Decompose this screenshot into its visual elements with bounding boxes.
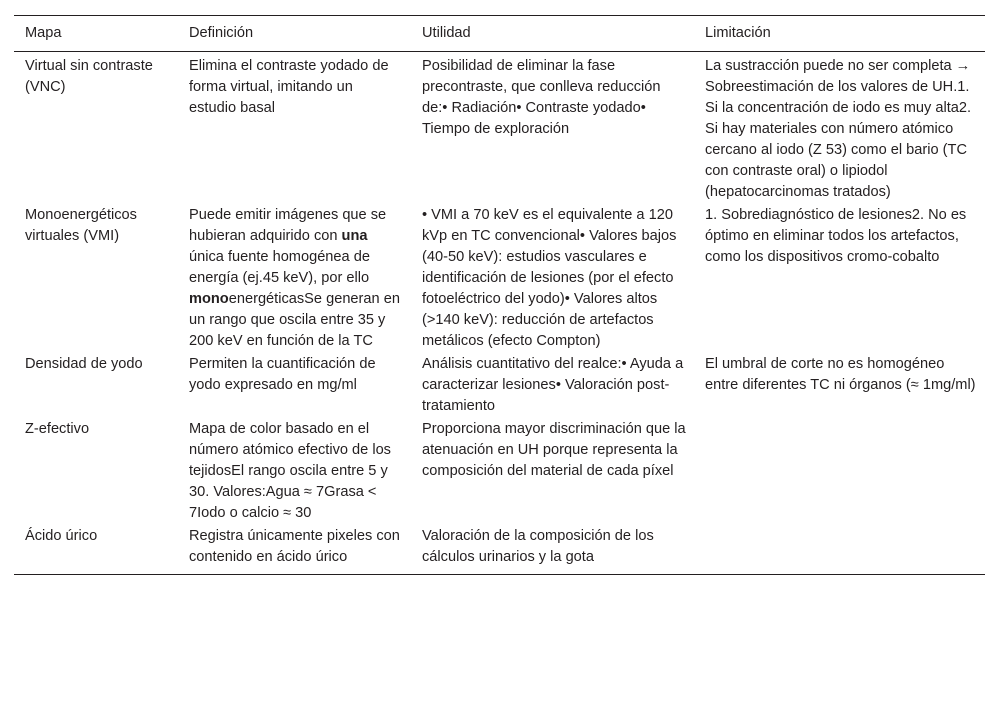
cell-limitacion: El umbral de corte no es homogéneo entre diferentes TC ni órganos (≈ 1mg/ml) <box>705 356 976 393</box>
table-row <box>14 417 985 524</box>
cell-limitacion <box>694 524 985 575</box>
definicion-text: única fuente homogénea de energía (ej.45 keV), por ello <box>189 249 370 286</box>
cell-definicion: Permiten la cuantificación de yodo expresado en mg/ml <box>189 356 376 393</box>
definicion-text: energéticasSe generan en un rango que oscila entre 35 y 200 keV en función de la TC <box>189 291 400 349</box>
header-mapa: Mapa <box>14 16 178 52</box>
cell-utilidad: Valoración de la composición de los cálculos urinarios y la gota <box>411 524 694 575</box>
spectral-maps-table <box>14 15 985 575</box>
table-row <box>14 203 985 352</box>
table-row <box>14 524 985 575</box>
cell-mapa: Z-efectivo <box>25 421 90 437</box>
cell-utilidad: Posibilidad de eliminar la fase precontraste, que conlleva reducción de:• Radiación• Contraste yodado• Tiempo de exploración <box>422 58 661 137</box>
table-row <box>14 52 985 204</box>
cell-limitacion <box>694 417 985 524</box>
cell-limitacion: 1. Sobrediagnóstico de lesiones2. No es óptimo en eliminar todos los artefactos, como los dispositivos cromo-cobalto <box>705 207 967 265</box>
cell-limitacion: La sustracción puede no ser completa → Sobreestimación de los valores de UH.1. Si la concentración de iodo es muy alta2. Si hay materiales con número atómico cercano al iodo (Z 53) como el bario (TC con contraste oral) o lipiodol (hepatocarcinomas tratados) <box>705 58 972 200</box>
cell-definicion <box>178 203 411 352</box>
definicion-text: Puede emitir imágenes que se hubieran adquirido con <box>189 207 387 244</box>
header-definicion: Definición <box>178 16 411 52</box>
table-row <box>14 352 985 417</box>
header-limitacion: Limitación <box>694 16 985 52</box>
cell-utilidad: Proporciona mayor discriminación que la atenuación en UH porque representa la composición del material de cada píxel <box>422 421 686 479</box>
cell-definicion: Mapa de color basado en el número atómico efectivo de los tejidosEl rango oscila entre 5 y 30. Valores:Agua ≈ 7Grasa < 7Iodo o calcio ≈ 30 <box>189 421 391 521</box>
cell-utilidad: • VMI a 70 keV es el equivalente a 120 kVp en TC convencional• Valores bajos (40-50 keV): estudios vasculares e identificación de lesiones (por el efecto fotoeléctrico del yodo)• Valores altos (>140 keV): reducción de artefactos metálicos (efecto Compton) <box>422 207 677 349</box>
header-utilidad: Utilidad <box>411 16 694 52</box>
cell-mapa: Densidad de yodo <box>25 356 143 372</box>
cell-utilidad: Análisis cuantitativo del realce:• Ayuda a caracterizar lesiones• Valoración post-tratamiento <box>422 356 684 414</box>
definicion-bold-text: una <box>341 228 368 244</box>
definicion-bold-text: mono <box>189 291 229 307</box>
table-header-row <box>14 16 985 52</box>
cell-definicion: Registra únicamente pixeles con contenido en ácido úrico <box>178 524 411 575</box>
cell-mapa: Monoenergéticos virtuales (VMI) <box>25 207 137 244</box>
cell-mapa: Ácido úrico <box>14 524 178 575</box>
cell-definicion: Elimina el contraste yodado de forma virtual, imitando un estudio basal <box>189 58 389 116</box>
cell-mapa: Virtual sin contraste (VNC) <box>25 58 153 95</box>
